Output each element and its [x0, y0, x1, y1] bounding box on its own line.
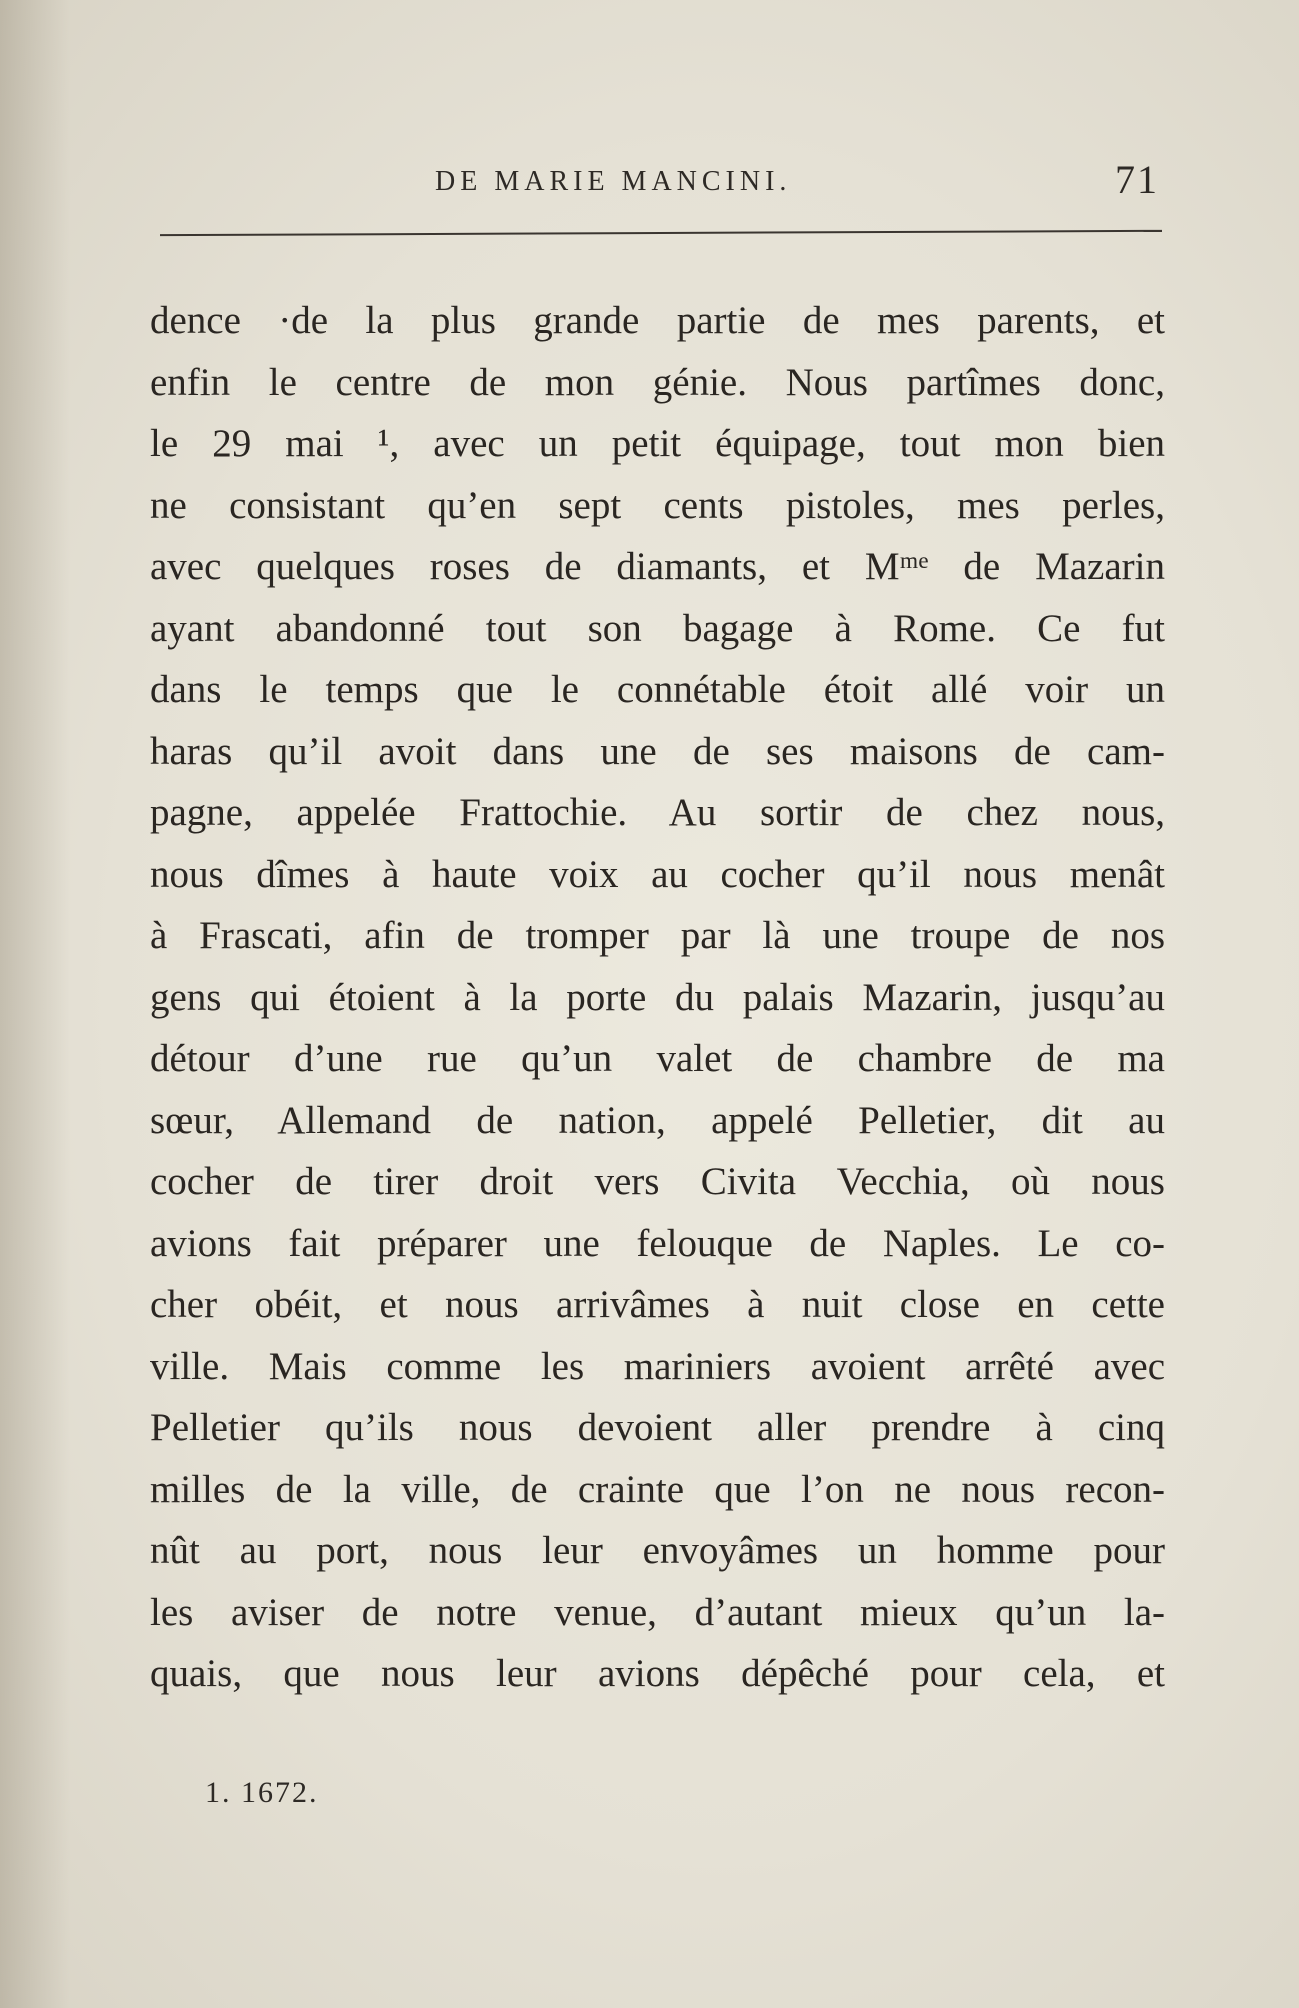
body-text: [150, 290, 1165, 1705]
footnote: 1. 1672.: [205, 1776, 319, 1809]
text-line: enfin le centre de mon génie. Nous partîmes donc,: [150, 360, 1165, 404]
text-line: avions fait préparer une felouque de Naples. Le co-: [150, 1221, 1165, 1265]
text-line: avec quelques roses de diamants, et Mᵐᵉ de Mazarin: [150, 545, 1165, 588]
text-line: haras qu’il avoit dans une de ses maisons de cam-: [150, 729, 1165, 773]
text-line: dans le temps que le connétable étoit allé voir un: [150, 668, 1165, 711]
text-line: détour d’une rue qu’un valet de chambre de ma: [150, 1037, 1165, 1080]
running-title: DE MARIE MANCINI.: [435, 166, 792, 197]
text-line: les aviser de notre venue, d’autant mieux qu’un la-: [150, 1590, 1165, 1634]
text-line: ayant abandonné tout son bagage à Rome. Ce fut: [150, 606, 1165, 650]
text-line: le 29 mai ¹, avec un petit équipage, tout mon bien: [150, 422, 1165, 465]
text-line: Pelletier qu’ils nous devoient aller prendre à cinq: [150, 1406, 1165, 1449]
page-number: 71: [1115, 157, 1159, 202]
text-line: gens qui étoient à la porte du palais Mazarin, jusqu’au: [150, 975, 1165, 1019]
header-rule: [160, 230, 1162, 236]
text-line: nût au port, nous leur envoyâmes un homme pour: [150, 1529, 1165, 1572]
text-line: quais, que nous leur avions dépêché pour cela, et: [150, 1652, 1165, 1695]
text-line: pagne, appelée Frattochie. Au sortir de chez nous,: [150, 791, 1165, 834]
text-line: milles de la ville, de crainte que l’on ne nous recon-: [150, 1467, 1165, 1511]
text-line: sœur, Allemand de nation, appelé Pelletier, dit au: [150, 1098, 1165, 1142]
text-line: ne consistant qu’en sept cents pistoles, mes perles,: [150, 483, 1165, 527]
text-line: dence ·de la plus grande partie de mes parents, et: [150, 299, 1165, 342]
text-line: à Frascati, afin de tromper par là une troupe de nos: [150, 914, 1165, 957]
text-line: nous dîmes à haute voix au cocher qu’il nous menât: [150, 852, 1165, 896]
text-line: cocher de tirer droit vers Civita Vecchia, où nous: [150, 1160, 1165, 1203]
text-line: ville. Mais comme les mariniers avoient arrêté avec: [150, 1344, 1165, 1388]
text-line: cher obéit, et nous arrivâmes à nuit close en cette: [150, 1283, 1165, 1326]
